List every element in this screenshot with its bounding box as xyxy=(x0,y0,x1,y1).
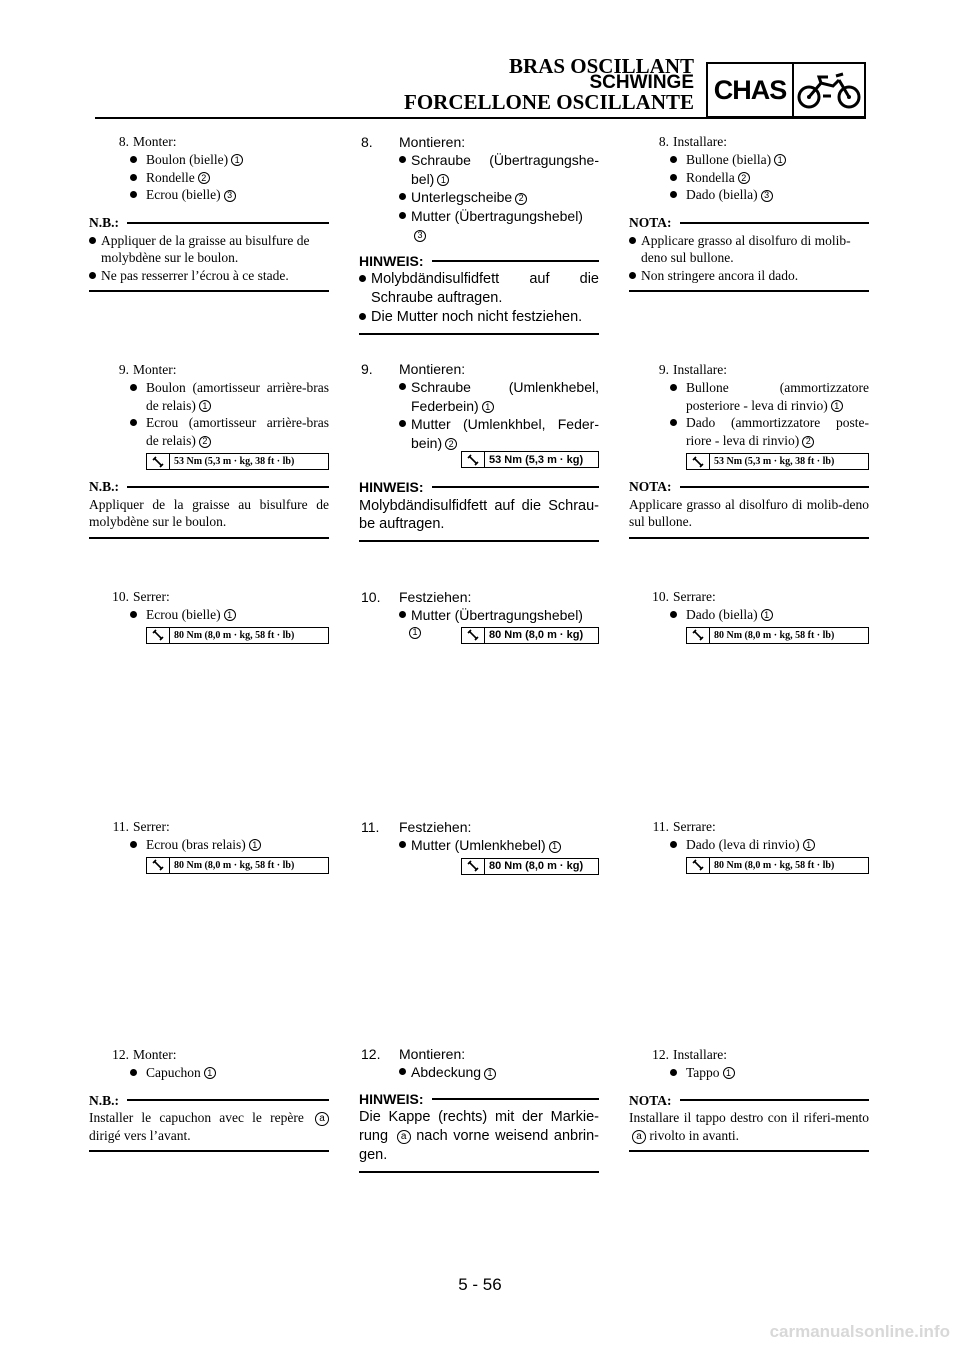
torque-spec: 80 Nm (8,0 m · kg, 58 ft · lb) xyxy=(686,857,869,874)
torque-wrench-icon xyxy=(462,859,485,874)
reference-mark: a xyxy=(315,1112,329,1126)
torque-spec: 53 Nm (5,3 m · kg, 38 ft · lb) xyxy=(686,453,869,470)
note-heading: N.B.: xyxy=(89,479,119,495)
torque-wrench-icon xyxy=(687,454,710,469)
step-label: Monter: xyxy=(133,1047,177,1062)
list-item: Schraube (Umlenkhebel, Federbein) 1 xyxy=(359,378,599,415)
list-item: Mutter (Übertragungshebel) xyxy=(359,606,599,624)
page-number: 5 - 56 xyxy=(458,1275,502,1294)
callout-number: 3 xyxy=(414,230,426,242)
step-number: 8. xyxy=(658,134,669,149)
section-badge xyxy=(706,62,866,118)
note-bullet: Applicare grasso al disolfuro di molib-deno sul bullone. xyxy=(629,232,869,267)
de-step-12 xyxy=(359,1045,599,1173)
de-step-11 xyxy=(359,818,599,875)
header-rule xyxy=(95,117,866,119)
list-item: Rondella 2 xyxy=(629,169,869,187)
it-step-11 xyxy=(629,818,869,874)
step-label: Monter: xyxy=(133,134,177,149)
step-number: 10. xyxy=(652,589,669,604)
step-number: 11. xyxy=(112,819,129,834)
list-item: Bullone (ammortizzatore posteriore - leva di rinvio) 1 xyxy=(629,379,869,415)
note-box xyxy=(89,214,329,292)
de-step-9 xyxy=(359,360,599,542)
step-number: 12. xyxy=(652,1047,669,1062)
callout-number: 1 xyxy=(803,839,815,851)
callout-number: 1 xyxy=(249,839,261,851)
step-number: 10. xyxy=(112,589,129,604)
list-item: Mutter (Umlenkhbel, Feder-bein) 2 xyxy=(359,415,599,452)
step-label: Festziehen: xyxy=(399,819,472,835)
note-heading: NOTA: xyxy=(629,479,672,495)
step-number: 11. xyxy=(361,819,380,835)
motorcycle-icon xyxy=(794,64,864,116)
step-label: Montieren: xyxy=(399,1046,466,1062)
torque-wrench-icon xyxy=(147,454,170,469)
step-number: 9. xyxy=(361,361,373,377)
note-bullet: Appliquer de la graisse au bisulfure de molybdène sur le boulon. xyxy=(89,232,329,267)
fr-step-11 xyxy=(89,818,329,874)
step-label: Serrer: xyxy=(133,819,170,834)
note-text: Die Kappe (rechts) mit der Markie-rung a nach vorne weisend anbrin-gen. xyxy=(359,1109,600,1163)
note-text: Applicare grasso al disolfuro di molib-deno sul bullone. xyxy=(629,496,869,530)
de-step-10 xyxy=(359,588,599,643)
list-item: Mutter (Umlenkhebel) 1 xyxy=(359,836,599,854)
list-item: Dado (ammortizzatore poste-riore - leva di rinvio) 2 xyxy=(629,414,869,450)
step-number: 12. xyxy=(112,1047,129,1062)
list-item: Tappo 1 xyxy=(629,1064,869,1082)
note-box xyxy=(89,1092,329,1153)
fr-step-10 xyxy=(89,588,329,644)
step-label: Installare: xyxy=(673,134,727,149)
it-step-8 xyxy=(629,133,869,292)
list-item: Dado (biella) 1 xyxy=(629,606,869,624)
callout-number: 1 xyxy=(204,1067,216,1079)
list-item: Ecrou (bielle) 3 xyxy=(89,186,329,204)
note-box xyxy=(89,478,329,539)
torque-spec: 80 Nm (8,0 m · kg, 58 ft · lb) xyxy=(146,857,329,874)
note-heading: N.B.: xyxy=(89,1092,119,1108)
callout-number: 1 xyxy=(774,154,786,166)
torque-wrench-icon xyxy=(462,628,485,643)
section-title-de: SCHWINGE xyxy=(589,72,694,93)
callout-number: 1 xyxy=(484,1068,496,1080)
step-number: 9. xyxy=(118,362,129,377)
list-item: Ecrou (amortisseur arrière-bras de relais) 2 xyxy=(89,414,329,450)
note-box xyxy=(629,478,869,539)
note-text: Molybdändisulfidfett auf die Schrau-be auftragen. xyxy=(359,497,599,533)
torque-spec: 80 Nm (8,0 m · kg, 58 ft · lb) xyxy=(686,627,869,644)
list-item: Mutter (Übertragungshebel) 3 xyxy=(359,207,599,244)
list-item: Bullone (biella) 1 xyxy=(629,151,869,169)
callout-number: 1 xyxy=(231,154,243,166)
section-title-it: FORCELLONE OSCILLANTE xyxy=(404,90,694,114)
fr-step-8 xyxy=(89,133,329,292)
step-label: Installare: xyxy=(673,1047,727,1062)
torque-spec: 80 Nm (8,0 m · kg) xyxy=(461,627,599,644)
callout-number: 2 xyxy=(515,193,527,205)
watermark: carmanualsonline.info xyxy=(769,1322,950,1341)
step-number: 9. xyxy=(658,362,669,377)
section-title-fr: BRAS OSCILLANT xyxy=(509,54,694,78)
step-label: Serrare: xyxy=(673,819,716,834)
torque-wrench-icon xyxy=(687,628,710,643)
note-box xyxy=(359,252,599,335)
callout-number: 1 xyxy=(224,609,236,621)
note-text: Installer le capuchon avec le repère a dirigé vers l’avant. xyxy=(89,1109,329,1144)
it-step-12 xyxy=(629,1046,869,1152)
list-item: Dado (biella) 3 xyxy=(629,186,869,204)
callout-number: 1 xyxy=(482,401,494,413)
step-number: 11. xyxy=(652,819,669,834)
callout-number: 2 xyxy=(802,436,814,448)
step-label: Serrer: xyxy=(133,589,170,604)
de-step-8 xyxy=(359,133,599,335)
callout-number: 3 xyxy=(224,190,236,202)
note-bullet: Non stringere ancora il dado. xyxy=(629,267,869,285)
note-box xyxy=(359,1090,599,1173)
fr-step-12 xyxy=(89,1046,329,1152)
note-box xyxy=(629,214,869,292)
note-bullet: Die Mutter noch nicht festziehen. xyxy=(359,308,599,327)
callout-number: 2 xyxy=(198,172,210,184)
callout-number: 2 xyxy=(445,438,457,450)
reference-mark: a xyxy=(632,1130,646,1144)
torque-wrench-icon xyxy=(687,858,710,873)
torque-spec: 80 Nm (8,0 m · kg, 58 ft · lb) xyxy=(146,627,329,644)
note-box xyxy=(629,1092,869,1153)
callout-number: 1 xyxy=(199,400,211,412)
list-item: Ecrou (bielle) 1 xyxy=(89,606,329,624)
step-label: Installare: xyxy=(673,362,727,377)
callout-number: 2 xyxy=(199,436,211,448)
list-item: Ecrou (bras relais) 1 xyxy=(89,836,329,854)
torque-spec: 80 Nm (8,0 m · kg) xyxy=(461,858,599,875)
step-number: 10. xyxy=(361,589,381,605)
step-number: 12. xyxy=(361,1046,381,1062)
list-item: Boulon (amortisseur arrière-bras de relais) 1 xyxy=(89,379,329,415)
reference-mark: a xyxy=(397,1130,411,1144)
step-label: Montieren: xyxy=(399,134,466,150)
list-item: Unterlegscheibe 2 xyxy=(359,188,599,206)
note-heading: N.B.: xyxy=(89,215,119,231)
section-code: CHAS xyxy=(708,64,794,116)
step-label: Festziehen: xyxy=(399,589,472,605)
it-step-9 xyxy=(629,361,869,539)
callout-number: 1 xyxy=(549,841,561,853)
list-item: Dado (leva di rinvio) 1 xyxy=(629,836,869,854)
callout-number: 1 xyxy=(831,400,843,412)
it-step-10 xyxy=(629,588,869,644)
note-text: Appliquer de la graisse au bisulfure de molybdène sur le boulon. xyxy=(89,496,329,530)
callout-number: 3 xyxy=(761,190,773,202)
list-item: Rondelle 2 xyxy=(89,169,329,187)
torque-spec: 53 Nm (5,3 m · kg, 38 ft · lb) xyxy=(146,453,329,470)
step-number: 8. xyxy=(361,134,373,150)
note-bullet: Ne pas resserrer l’écrou à ce stade. xyxy=(89,267,329,285)
note-heading: NOTA: xyxy=(629,215,672,231)
note-box xyxy=(359,478,599,542)
note-bullet: Molybdändisulfidfett auf die Schraube auftragen. xyxy=(359,270,599,308)
torque-wrench-icon xyxy=(462,452,485,467)
step-label: Monter: xyxy=(133,362,177,377)
list-item: Schraube (Übertragungshe-bel) 1 xyxy=(359,151,599,188)
callout-number: 1 xyxy=(761,609,773,621)
callout-number: 1 xyxy=(723,1067,735,1079)
note-heading: NOTA: xyxy=(629,1092,672,1108)
note-heading: HINWEIS: xyxy=(359,1090,424,1107)
callout-number: 1 xyxy=(437,174,449,186)
step-number: 8. xyxy=(118,134,129,149)
step-label: Montieren: xyxy=(399,361,466,377)
fr-step-9 xyxy=(89,361,329,539)
torque-spec: 53 Nm (5,3 m · kg) xyxy=(461,451,599,468)
step-label: Serrare: xyxy=(673,589,716,604)
note-heading: HINWEIS: xyxy=(359,252,424,269)
note-heading: HINWEIS: xyxy=(359,479,424,496)
torque-wrench-icon xyxy=(147,628,170,643)
callout-number: 2 xyxy=(738,172,750,184)
list-item: Boulon (bielle) 1 xyxy=(89,151,329,169)
list-item: Abdeckung 1 xyxy=(359,1063,599,1081)
callout-number: 1 xyxy=(409,627,421,639)
list-item: Capuchon 1 xyxy=(89,1064,329,1082)
note-text: Installare il tappo destro con il riferi-mento a rivolto in avanti. xyxy=(629,1110,869,1143)
torque-wrench-icon xyxy=(147,858,170,873)
